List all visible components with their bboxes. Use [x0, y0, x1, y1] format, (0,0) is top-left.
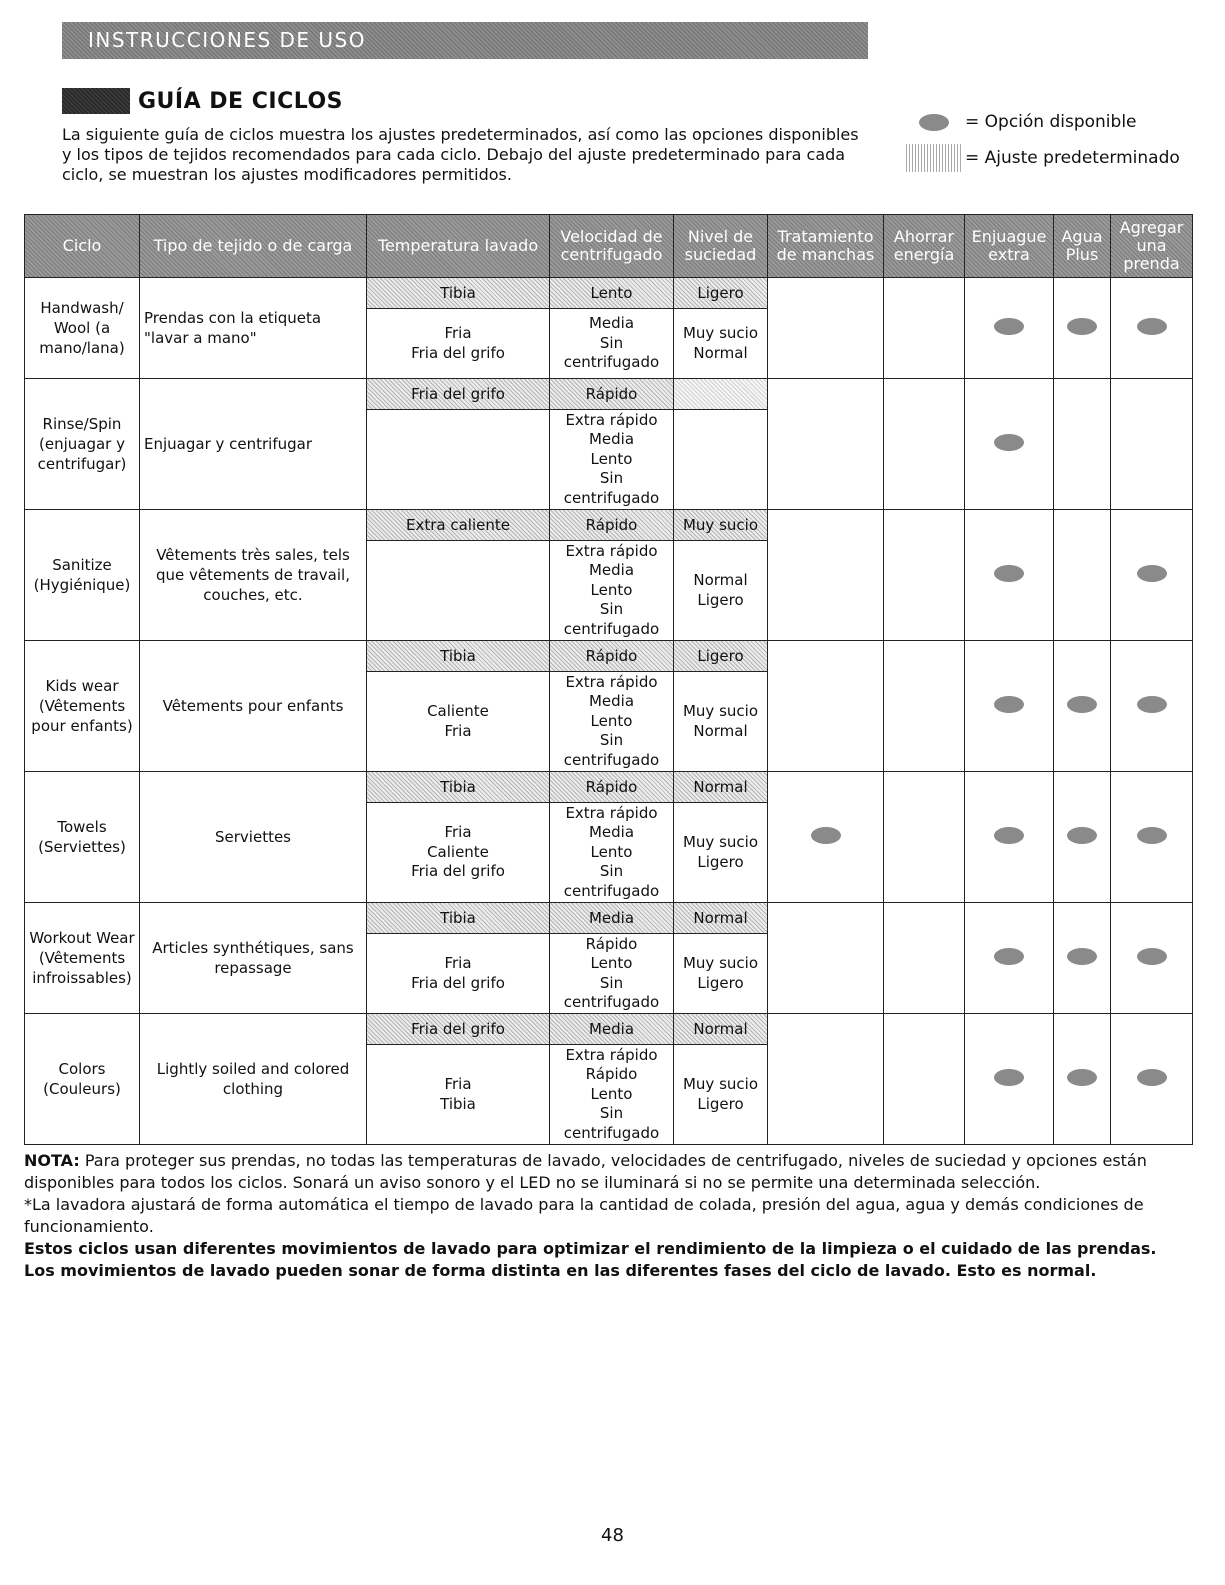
option-rinse	[965, 772, 1054, 903]
default-soil: Normal	[674, 772, 768, 803]
option-available-icon	[1067, 827, 1097, 844]
option-energy	[884, 772, 965, 903]
option-rinse	[965, 641, 1054, 772]
nota-paragraph	[24, 1150, 1204, 1194]
spin-options	[550, 410, 674, 510]
intro-paragraph: La siguiente guía de ciclos muestra los ajustes predeterminados, así como las opciones disponibles y los tipos de tejidos recomendados para cada ciclo. Debajo del ajuste predeterminado para cada ciclo, se muestran los ajustes modificadores permitidos.	[62, 125, 859, 184]
temp-options-value: Tibia	[440, 1094, 476, 1113]
option-energy	[884, 379, 965, 510]
option-stain	[768, 510, 884, 641]
temp-options	[367, 410, 550, 510]
fabric-type: Vêtements pour enfants	[140, 641, 367, 772]
default-temp: Fria del grifo	[367, 1014, 550, 1045]
default-temp: Fria del grifo	[367, 379, 550, 410]
nota-text: Para proteger sus prendas, no todas las temperaturas de lavado, velocidades de centrifugado, niveles de suciedad y opciones están disponibles para todos los ciclos. Sonará un aviso sonoro y el LED no se iluminará si no se permite una determinada selección.	[24, 1151, 1147, 1192]
temp-options-value: Fria	[444, 324, 472, 342]
temp-options-value: Fria del grifo	[411, 862, 505, 881]
soil-options-value: Muy sucio	[682, 324, 758, 342]
default-temp: Tibia	[367, 772, 550, 803]
header-stain: Tratamiento de manchas	[768, 215, 884, 278]
temp-options	[367, 803, 550, 903]
spin-options-value: Sin centrifugado	[563, 469, 660, 507]
option-available-icon	[1137, 948, 1167, 965]
soil-options-value: Ligero	[697, 852, 744, 871]
cycle-name: Workout Wear (Vêtements infroissables)	[25, 903, 140, 1014]
default-soil: Muy sucio	[674, 510, 768, 541]
header-add: Agregar una prenda	[1111, 215, 1193, 278]
temp-options-value: Fria del grifo	[411, 343, 505, 362]
soil-options-value: Muy sucio	[682, 1075, 758, 1093]
spin-options-value: Rápido	[585, 934, 638, 953]
spin-options	[550, 309, 674, 379]
fabric-type: Serviettes	[140, 772, 367, 903]
temp-options-value: Fria	[444, 721, 472, 740]
spin-options-value: Sin centrifugado	[563, 333, 660, 372]
option-available-icon	[1137, 318, 1167, 335]
option-add	[1111, 903, 1193, 1014]
section-marker-block	[62, 88, 130, 114]
spin-options	[550, 541, 674, 641]
header-water: Agua Plus	[1054, 215, 1111, 278]
spin-options	[550, 803, 674, 903]
default-spin: Media	[550, 1014, 674, 1045]
fabric-type: Vêtements très sales, tels que vêtements de travail, couches, etc.	[140, 510, 367, 641]
soil-options	[674, 410, 768, 510]
cycle-name: Colors (Couleurs)	[25, 1014, 140, 1145]
page-number: 48	[601, 1525, 624, 1546]
header-spin: Velocidad de centrifugado	[550, 215, 674, 278]
section-title: GUÍA DE CICLOS	[138, 88, 343, 114]
option-water	[1054, 1014, 1111, 1145]
option-add	[1111, 641, 1193, 772]
option-available-icon	[1067, 696, 1097, 713]
option-rinse	[965, 278, 1054, 379]
soil-options	[674, 672, 768, 772]
option-rinse	[965, 903, 1054, 1014]
soil-options-value: Muy sucio	[682, 702, 758, 720]
table-row	[25, 278, 1193, 309]
option-stain	[768, 278, 884, 379]
spin-options-value: Sin centrifugado	[563, 1104, 660, 1142]
cycle-guide-table	[24, 214, 1193, 1145]
soil-options	[674, 1045, 768, 1145]
bold-note-2: Los movimientos de lavado pueden sonar de forma distinta en las diferentes fases del ciclo de lavado. Esto es normal.	[24, 1261, 1097, 1280]
option-available-icon	[811, 827, 841, 844]
temp-options	[367, 934, 550, 1014]
option-water	[1054, 510, 1111, 641]
table-header-row	[25, 215, 1193, 278]
fabric-type: Lightly soiled and colored clothing	[140, 1014, 367, 1145]
spin-options-value: Lento	[590, 711, 633, 730]
table-row	[25, 772, 1193, 803]
option-energy	[884, 510, 965, 641]
option-water	[1054, 772, 1111, 903]
default-spin: Rápido	[550, 379, 674, 410]
temp-options	[367, 1045, 550, 1145]
soil-options-value: Ligero	[697, 973, 744, 992]
option-available-icon	[994, 565, 1024, 582]
spin-options-value: Extra rápido	[565, 803, 658, 822]
option-water	[1054, 641, 1111, 772]
soil-options-value: Normal	[693, 343, 748, 362]
option-water	[1054, 278, 1111, 379]
spin-options-value: Media	[588, 430, 635, 449]
default-spin: Media	[550, 903, 674, 934]
page-banner: INSTRUCCIONES DE USO	[62, 22, 868, 59]
temp-options	[367, 309, 550, 379]
option-rinse	[965, 510, 1054, 641]
spin-options-value: Lento	[590, 954, 633, 972]
option-available-icon	[1137, 696, 1167, 713]
default-soil	[674, 379, 768, 410]
temp-options-value: Caliente	[427, 842, 489, 861]
default-soil: Ligero	[674, 278, 768, 309]
bold-note-1: Estos ciclos usan diferentes movimientos de lavado para optimizar el rendimiento de la limpieza o el cuidado de las prendas.	[24, 1239, 1157, 1258]
default-spin: Rápido	[550, 641, 674, 672]
option-available-icon	[994, 948, 1024, 965]
header-temp: Temperatura lavado	[367, 215, 550, 278]
option-energy	[884, 278, 965, 379]
nota-label: NOTA:	[24, 1151, 80, 1170]
soil-options-value: Normal	[693, 571, 748, 589]
cycle-name: Handwash/ Wool (a mano/lana)	[25, 278, 140, 379]
spin-options	[550, 934, 674, 1014]
spin-options	[550, 1045, 674, 1145]
section-heading	[62, 86, 343, 116]
option-water	[1054, 903, 1111, 1014]
soil-options-value: Muy sucio	[682, 954, 758, 972]
spin-options-value: Sin centrifugado	[563, 973, 660, 1011]
cycle-name: Rinse/Spin (enjuagar y centrifugar)	[25, 379, 140, 510]
spin-options-value: Sin centrifugado	[563, 731, 660, 769]
option-add	[1111, 278, 1193, 379]
table-row	[25, 1014, 1193, 1045]
option-stain	[768, 772, 884, 903]
spin-options-value: Lento	[590, 1084, 633, 1103]
fabric-type: Articles synthétiques, sans repassage	[140, 903, 367, 1014]
option-available-icon	[994, 318, 1024, 335]
header-rinse: Enjuague extra	[965, 215, 1054, 278]
default-spin: Lento	[550, 278, 674, 309]
spin-options-value: Extra rápido	[565, 541, 658, 560]
spin-options-value: Extra rápido	[565, 672, 658, 691]
default-temp: Tibia	[367, 278, 550, 309]
option-energy	[884, 903, 965, 1014]
spin-options-value: Media	[588, 692, 635, 711]
option-rinse	[965, 379, 1054, 510]
header-fabric: Tipo de tejido o de carga	[140, 215, 367, 278]
temp-options-value: Fria	[444, 823, 472, 842]
spin-options-value: Lento	[590, 449, 633, 468]
option-stain	[768, 903, 884, 1014]
temp-options-value: Fria del grifo	[411, 973, 505, 992]
option-available-icon	[1067, 318, 1097, 335]
soil-options-value: Ligero	[697, 590, 744, 609]
option-add	[1111, 772, 1193, 903]
header-soil: Nivel de suciedad	[674, 215, 768, 278]
option-available-icon	[994, 434, 1024, 451]
option-add	[1111, 1014, 1193, 1145]
option-available-icon	[994, 696, 1024, 713]
option-available-icon	[1067, 948, 1097, 965]
option-available-icon	[1137, 827, 1167, 844]
legend	[903, 104, 1180, 176]
soil-options-value: Ligero	[697, 1094, 744, 1113]
table-row	[25, 641, 1193, 672]
legend-available-label: = Opción disponible	[965, 112, 1137, 132]
option-stain	[768, 379, 884, 510]
spin-options-value: Extra rápido	[565, 1045, 658, 1064]
soil-options	[674, 309, 768, 379]
default-spin: Rápido	[550, 510, 674, 541]
option-available-icon	[1067, 1069, 1097, 1086]
table-row	[25, 903, 1193, 934]
temp-options-value: Fria	[444, 1075, 472, 1093]
default-swatch-icon	[906, 144, 962, 172]
table-row	[25, 379, 1193, 410]
option-energy	[884, 1014, 965, 1145]
cycle-name: Sanitize (Hygiénique)	[25, 510, 140, 641]
spin-options-value: Extra rápido	[565, 410, 658, 429]
default-temp: Tibia	[367, 903, 550, 934]
option-stain	[768, 1014, 884, 1145]
fabric-type: Prendas con la etiqueta "lavar a mano"	[140, 278, 367, 379]
spin-options-value: Lento	[590, 842, 633, 861]
spin-options-value: Rápido	[585, 1065, 638, 1084]
spin-options-value: Media	[588, 823, 635, 842]
option-dot-icon	[919, 114, 949, 131]
option-energy	[884, 641, 965, 772]
option-available-icon	[1137, 565, 1167, 582]
option-rinse	[965, 1014, 1054, 1145]
soil-options-value: Muy sucio	[682, 833, 758, 851]
notes-section	[24, 1150, 1204, 1282]
option-add	[1111, 379, 1193, 510]
spin-options-value: Sin centrifugado	[563, 600, 660, 638]
soil-options	[674, 541, 768, 641]
default-soil: Ligero	[674, 641, 768, 672]
option-available-icon	[1137, 1069, 1167, 1086]
spin-options-value: Lento	[590, 580, 633, 599]
spin-options-value: Media	[588, 561, 635, 580]
default-soil: Normal	[674, 1014, 768, 1045]
default-temp: Tibia	[367, 641, 550, 672]
option-stain	[768, 641, 884, 772]
fabric-type: Enjuagar y centrifugar	[140, 379, 367, 510]
asterisk-note: *La lavadora ajustará de forma automática el tiempo de lavado para la cantidad de colada, presión del agua, agua y demás condiciones de funcionamiento.	[24, 1195, 1144, 1236]
header-cycle: Ciclo	[25, 215, 140, 278]
default-soil: Normal	[674, 903, 768, 934]
legend-available	[903, 104, 1180, 140]
option-available-icon	[994, 1069, 1024, 1086]
legend-default	[903, 140, 1180, 176]
spin-options-value: Sin centrifugado	[563, 862, 660, 900]
default-spin: Rápido	[550, 772, 674, 803]
spin-options	[550, 672, 674, 772]
option-add	[1111, 510, 1193, 641]
legend-default-label: = Ajuste predeterminado	[965, 148, 1180, 168]
temp-options-value: Fria	[444, 954, 472, 972]
default-temp: Extra caliente	[367, 510, 550, 541]
cycle-name: Kids wear (Vêtements pour enfants)	[25, 641, 140, 772]
soil-options-value: Normal	[693, 721, 748, 740]
option-available-icon	[994, 827, 1024, 844]
option-water	[1054, 379, 1111, 510]
table-row	[25, 510, 1193, 541]
soil-options	[674, 934, 768, 1014]
temp-options-value: Caliente	[427, 702, 489, 720]
temp-options	[367, 541, 550, 641]
soil-options	[674, 803, 768, 903]
temp-options	[367, 672, 550, 772]
spin-options-value: Media	[588, 314, 635, 333]
header-energy: Ahorrar energía	[884, 215, 965, 278]
cycle-name: Towels (Serviettes)	[25, 772, 140, 903]
